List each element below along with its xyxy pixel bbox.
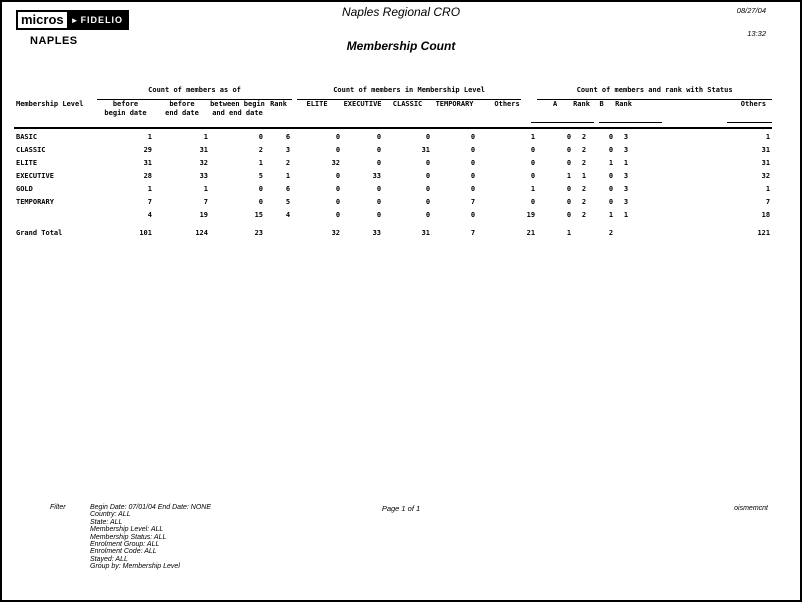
group-status (537, 86, 772, 100)
fidelio-logo-text: FIDELIO (80, 15, 124, 25)
report-time: 13:32 (747, 29, 766, 38)
cell: 1 (765, 185, 771, 193)
cell: 0 (335, 146, 341, 154)
group-title-membership-level: Count of members in Membership Level (297, 86, 521, 100)
filter-line: Enrolment Code: ALL (90, 548, 157, 556)
cell: 0 (258, 133, 263, 141)
cell: 3 (623, 146, 629, 154)
fidelio-arrow-icon: ► (70, 15, 80, 25)
cell: 7 (203, 198, 208, 206)
cell: 5 (285, 198, 291, 206)
cell: 0 (425, 185, 431, 193)
cell: 0 (335, 185, 341, 193)
cell: 0 (470, 159, 476, 167)
group-title-status: Count of members and rank with Status (537, 86, 772, 100)
cell: 1 (623, 211, 629, 219)
cell: 4 (147, 211, 152, 219)
table-row-blank (14, 207, 772, 220)
column-header-line: and end date (212, 109, 263, 117)
report-date: 08/27/04 (736, 6, 766, 15)
cell: 0 (470, 185, 476, 193)
membership-count-table (14, 86, 772, 238)
cell: 32 (331, 159, 341, 167)
cell: 0 (425, 159, 431, 167)
cell: 124 (195, 229, 208, 237)
report-code: oismemcnt (734, 505, 768, 512)
cell: 101 (139, 229, 152, 237)
report-subtitle: Membership Count (346, 39, 456, 53)
cell: 6 (285, 133, 291, 141)
cell: 1 (285, 172, 291, 180)
grand-total-label: Grand Total (16, 229, 63, 237)
cell: 0 (335, 133, 341, 141)
cell: 31 (199, 146, 208, 154)
cell: 0 (566, 159, 572, 167)
cell: 0 (376, 146, 382, 154)
cell: 19 (199, 211, 208, 219)
row-label: BASIC (16, 133, 38, 141)
column-header-level-others: Others (477, 100, 537, 128)
cell: 0 (470, 211, 476, 219)
row-label: TEMPORARY (16, 198, 54, 206)
cell: 21 (526, 229, 536, 237)
column-header-membership-level: Membership Level (14, 100, 97, 128)
cell: 2 (581, 133, 587, 141)
cell: 1 (765, 133, 771, 141)
cell: 0 (335, 172, 341, 180)
cell: 18 (761, 211, 771, 219)
cell: 0 (530, 146, 536, 154)
cell: 1 (203, 133, 208, 141)
status-b-rank-underline (599, 122, 662, 123)
cell: 3 (623, 198, 629, 206)
corner-cell (14, 86, 97, 100)
cell: 0 (608, 185, 614, 193)
cell: 31 (421, 146, 431, 154)
property-name: NAPLES (30, 35, 78, 47)
cell: 0 (566, 133, 572, 141)
table-row-elite (14, 155, 772, 168)
cell: 23 (254, 229, 263, 237)
row-label: GOLD (16, 185, 33, 193)
row-label: CLASSIC (16, 146, 46, 154)
cell: 0 (376, 133, 382, 141)
cell: 0 (258, 198, 263, 206)
cell: 31 (761, 159, 771, 167)
filter-line: State: ALL (90, 518, 123, 526)
cell: 1 (581, 172, 587, 180)
column-header-status-a-rank: Rank (573, 100, 588, 128)
group-header-row (14, 86, 772, 100)
cell: 0 (335, 198, 341, 206)
cell: 1 (530, 185, 536, 193)
cell: 1 (147, 185, 152, 193)
cell: 0 (608, 146, 614, 154)
cell: 1 (147, 133, 152, 141)
cell: 0 (566, 146, 572, 154)
cell: 19 (526, 211, 536, 219)
cell: 1 (530, 133, 536, 141)
column-header-line: between begin (210, 100, 265, 108)
column-header-status-others: Others (630, 100, 772, 128)
row-label: ELITE (16, 159, 38, 167)
cell: 31 (143, 159, 152, 167)
cell: 1 (566, 172, 572, 180)
column-header-row (14, 100, 772, 128)
cell: 31 (761, 146, 771, 154)
cell: 3 (623, 185, 629, 193)
cell: 0 (608, 198, 614, 206)
cell: 0 (425, 198, 431, 206)
cell: 3 (623, 133, 629, 141)
cell: 1 (258, 159, 263, 167)
cell: 2 (581, 146, 587, 154)
cell: 0 (376, 159, 382, 167)
cell: 32 (761, 172, 771, 180)
cell: 0 (530, 198, 536, 206)
cell: 1 (608, 211, 614, 219)
status-others-underline (727, 122, 772, 123)
filter-line: Membership Status: ALL (90, 533, 167, 541)
column-header-elite: ELITE (292, 100, 342, 128)
cell (573, 220, 588, 238)
cell: 2 (608, 229, 614, 237)
filter-line: Country: ALL (90, 511, 131, 519)
cell: 0 (530, 172, 536, 180)
status-a-rank-underline (531, 122, 594, 123)
grand-total-row (14, 220, 772, 238)
cell: 7 (765, 198, 771, 206)
cell: 0 (530, 159, 536, 167)
cell: 28 (143, 172, 152, 180)
cell: 31 (421, 229, 431, 237)
group-title-as-of: Count of members as of (97, 86, 292, 100)
cell: 2 (581, 198, 587, 206)
cell: 2 (581, 159, 587, 167)
cell: 0 (608, 133, 614, 141)
cell: 2 (285, 159, 291, 167)
column-header-before-begin-date (97, 100, 154, 128)
cell: 33 (372, 229, 382, 237)
filter-details (90, 504, 211, 571)
cell: 0 (425, 133, 431, 141)
filter-label: Filter (50, 504, 66, 511)
column-header-status-b: B (588, 100, 615, 128)
micros-logo-text: micros (16, 10, 69, 30)
column-header-rank: Rank (265, 100, 292, 128)
report-title: Naples Regional CRO (341, 5, 461, 19)
filter-line: Group by: Membership Level (90, 563, 180, 571)
table-row-gold (14, 181, 772, 194)
column-header-between-dates (210, 100, 265, 128)
cell: 0 (566, 198, 572, 206)
cell: 1 (608, 159, 614, 167)
cell: 7 (470, 198, 476, 206)
cell: 32 (199, 159, 208, 167)
filter-line: Membership Level: ALL (90, 526, 164, 534)
cell: 5 (258, 172, 263, 180)
cell: 0 (376, 211, 382, 219)
column-header-status-a: A (537, 100, 573, 128)
column-header-line: before (112, 100, 139, 108)
cell: 0 (566, 185, 572, 193)
column-header-classic: CLASSIC (383, 100, 432, 128)
row-label (14, 207, 97, 220)
cell: 7 (147, 198, 152, 206)
cell: 0 (566, 211, 572, 219)
cell: 0 (608, 172, 614, 180)
cell (265, 220, 292, 238)
cell: 0 (258, 185, 263, 193)
membership-count-table-wrap (14, 86, 772, 238)
column-header-status-b-rank: Rank (615, 100, 630, 128)
column-header-executive: EXECUTIVE (342, 100, 383, 128)
column-header-temporary: TEMPORARY (432, 100, 477, 128)
table-row-basic (14, 128, 772, 142)
column-header-before-end-date (154, 100, 210, 128)
cell: 6 (285, 185, 291, 193)
cell: 3 (285, 146, 291, 154)
cell: 1 (623, 159, 629, 167)
cell: 33 (199, 172, 208, 180)
column-header-line: before (169, 100, 195, 108)
cell: 2 (581, 185, 587, 193)
cell: 7 (470, 229, 476, 237)
cell: 0 (470, 172, 476, 180)
cell (615, 220, 630, 238)
cell: 121 (757, 229, 771, 237)
cell: 0 (425, 172, 431, 180)
filter-line: Begin Date: 07/01/04 End Date: NONE (90, 504, 212, 511)
cell: 29 (143, 146, 152, 154)
table-row-classic (14, 142, 772, 155)
column-header-line: begin date (104, 109, 147, 117)
table-row-temporary (14, 194, 772, 207)
cell: 32 (331, 229, 341, 237)
cell: 33 (372, 172, 382, 180)
cell: 0 (470, 133, 476, 141)
cell: 0 (376, 185, 382, 193)
table-row-executive (14, 168, 772, 181)
filter-line: Stayed: ALL (90, 555, 128, 563)
cell: 0 (335, 211, 341, 219)
group-as-of (97, 86, 292, 100)
page-number: Page 1 of 1 (381, 504, 421, 513)
group-membership-level (292, 86, 537, 100)
filter-line: Enrolment Group: ALL (90, 541, 160, 549)
cell: 15 (254, 211, 263, 219)
cell: 0 (376, 198, 382, 206)
cell: 1 (566, 229, 572, 237)
cell: 0 (425, 211, 431, 219)
column-header-line: end date (165, 109, 199, 117)
cell: 2 (258, 146, 263, 154)
cell: 2 (581, 211, 587, 219)
cell: 0 (470, 146, 476, 154)
row-label: EXECUTIVE (16, 172, 54, 180)
cell: 4 (285, 211, 291, 219)
cell: 1 (203, 185, 208, 193)
cell: 3 (623, 172, 629, 180)
